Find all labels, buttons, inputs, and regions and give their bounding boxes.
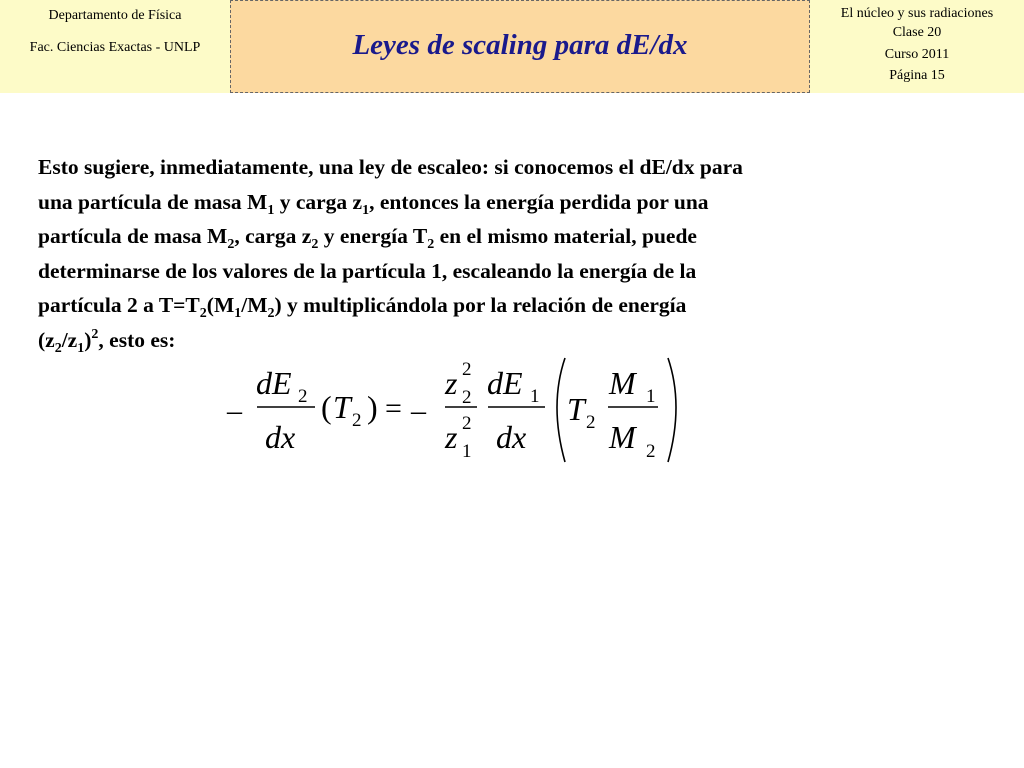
eq-sup-2-a: 2	[462, 359, 472, 380]
eq-T-left: T	[333, 389, 351, 425]
scaling-equation	[215, 350, 685, 470]
eq-sub-1-a: 1	[462, 441, 472, 462]
eq-sub-2-c: 2	[462, 387, 472, 408]
eq-lparen: (	[321, 389, 332, 425]
eq-T-right: T	[567, 391, 585, 427]
eq-M-num: M	[609, 365, 636, 401]
eq-sub-1-b: 1	[530, 386, 540, 407]
eq-z-num: z	[445, 365, 458, 401]
eq-equals: =	[385, 392, 402, 425]
year-label: Curso 2011	[884, 47, 950, 62]
course-label: El núcleo y sus radiaciones	[840, 6, 994, 21]
eq-dx-right: dx	[496, 419, 527, 455]
eq-minus-right: –	[411, 394, 426, 427]
eq-dE-right: dE	[487, 365, 523, 401]
eq-M-den: M	[609, 419, 636, 455]
eq-big-rparen	[668, 358, 676, 462]
page-label: Página 15	[889, 68, 945, 83]
eq-sub-2-d: 2	[586, 412, 596, 433]
slide-title: Leyes de scaling para dE/dx	[352, 29, 688, 61]
eq-sub-2-a: 2	[298, 386, 308, 407]
eq-dx-left: dx	[265, 419, 296, 455]
eq-minus-left: –	[227, 394, 242, 427]
eq-rparen: )	[367, 389, 378, 425]
eq-sub-2-b: 2	[352, 410, 362, 431]
header-department-box	[0, 0, 230, 93]
eq-z-den: z	[445, 419, 458, 455]
faculty-label: Fac. Ciencias Exactas - UNLP	[29, 40, 201, 55]
eq-dE-left: dE	[256, 365, 292, 401]
class-label: Clase 20	[892, 25, 942, 40]
header-course-box	[810, 0, 1024, 93]
eq-sub-1-c: 1	[646, 386, 656, 407]
eq-sup-2-b: 2	[462, 413, 472, 434]
body-paragraph: Esto sugiere, inmediatamente, una ley de escaleo: si conocemos el dE/dx para una partícula de masa $M_1$ y carga $z_1$, entonces la energía perdida por una partícula de masa $M_2$, carga $z_2$ y energía $T_2$ en el mismo material, puede determinarse de los valores de la partícula 1, escaleando la energía de la partícula 2 a $T=T_2(M_1/M_2)$ y multiplicándola por la relación de energía $(z_2/z_1)^2$, esto es:	[38, 155, 743, 356]
eq-sub-2-e: 2	[646, 441, 656, 462]
department-label: Departamento de Física	[48, 8, 182, 23]
header-title-box	[230, 0, 810, 93]
eq-big-lparen	[557, 358, 565, 462]
